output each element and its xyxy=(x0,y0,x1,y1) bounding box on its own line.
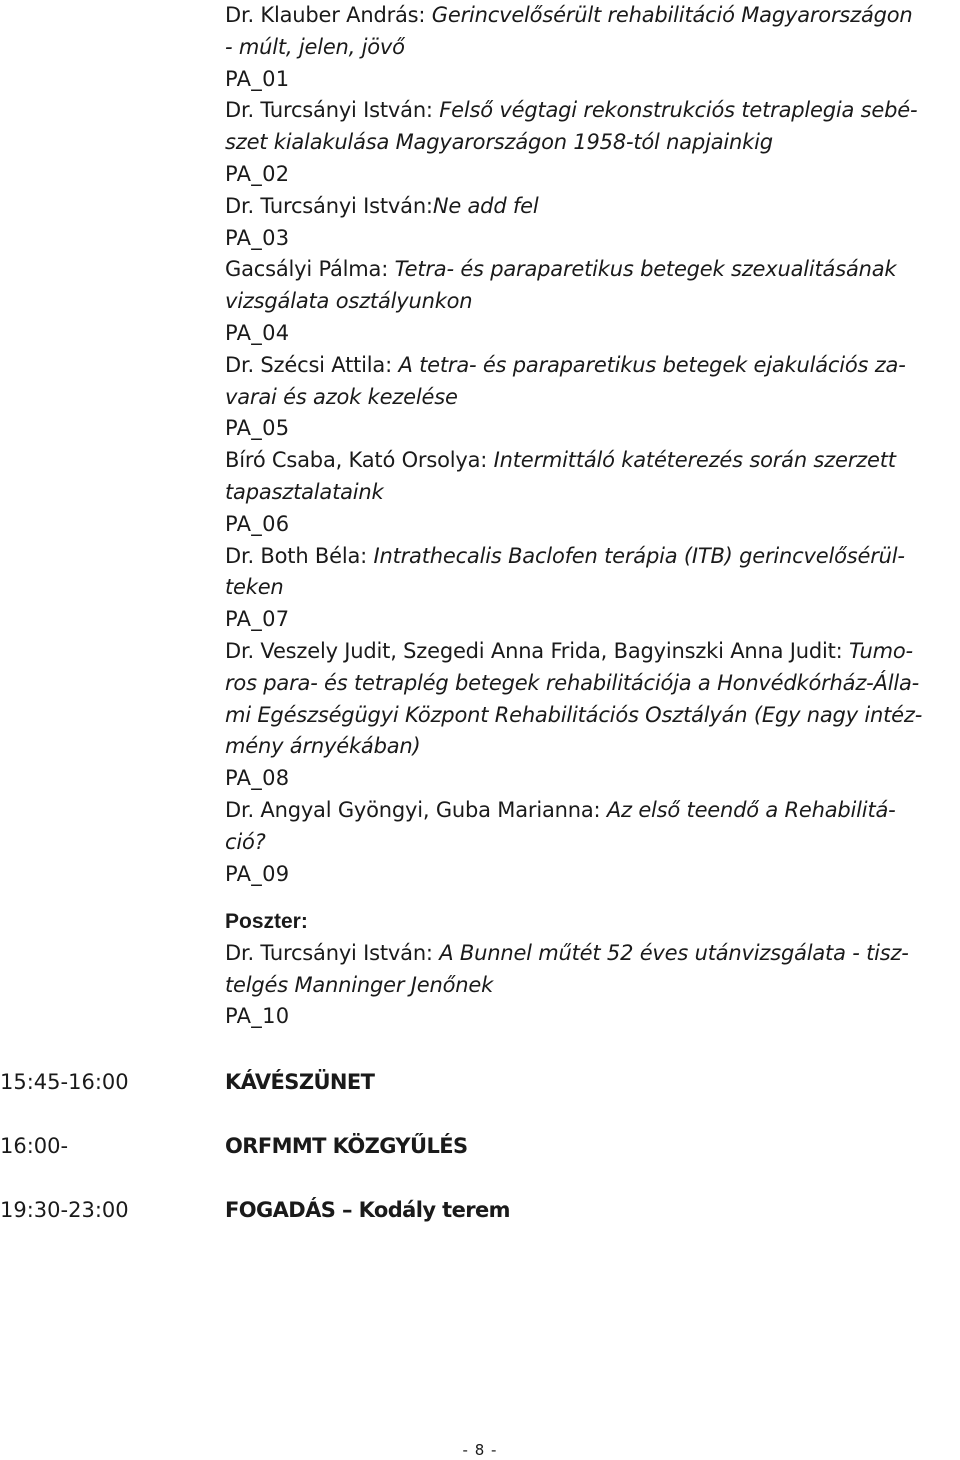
presentation-title: teken xyxy=(225,575,284,600)
presentation-code: PA_07 xyxy=(225,607,290,632)
presentation-title: mi Egészségügyi Központ Rehabilitációs Osztályán (Egy nagy intéz- xyxy=(225,702,923,727)
presentation-title: Intrathecalis Baclofen terápia (ITB) gerincvelősérül- xyxy=(373,543,905,568)
presentation-line xyxy=(225,350,947,382)
presentation-line xyxy=(225,254,947,286)
presentation-title: varai és azok kezelése xyxy=(225,384,458,409)
presentation-code: PA_03 xyxy=(225,225,290,250)
presentation-item xyxy=(225,636,947,795)
presentation-title: A tetra- és paraparetikus betegek ejakulációs za- xyxy=(398,352,906,377)
presentation-line xyxy=(225,445,947,477)
presentation-item xyxy=(225,795,947,890)
presentation-author: Dr. Szécsi Attila: xyxy=(225,352,399,377)
poster-code: PA_10 xyxy=(225,1004,290,1029)
schedule-event: ORFMMT KÖZGYŰLÉS xyxy=(225,1134,468,1158)
presentation-line xyxy=(225,636,947,668)
presentation-author: Gacsályi Pálma: xyxy=(225,257,395,282)
presentation-code: PA_09 xyxy=(225,861,290,886)
schedule-time: 19:30-23:00 xyxy=(0,1198,129,1222)
presentation-item xyxy=(225,445,947,540)
poster-line xyxy=(225,938,947,970)
presentation-author: Dr. Turcsányi István: xyxy=(225,193,433,218)
presentation-item xyxy=(225,254,947,349)
presentation-title: - múlt, jelen, jövő xyxy=(225,34,405,59)
presentation-title: vizsgálata osztályunkon xyxy=(225,289,473,314)
presentation-code: PA_04 xyxy=(225,320,290,345)
presentation-item xyxy=(225,0,947,95)
poster-title: A Bunnel műtét 52 éves utánvizsgálata - tisz- xyxy=(439,940,909,965)
presentation-line xyxy=(225,191,947,223)
presentation-line xyxy=(225,795,947,827)
presentation-title: tapasztalataink xyxy=(225,479,384,504)
schedule-time: 16:00- xyxy=(0,1134,69,1158)
presentation-item xyxy=(225,350,947,445)
presentation-title: ros para- és tetraplég betegek rehabilitációja a Honvédkórház-Álla- xyxy=(225,670,920,695)
presentation-line xyxy=(225,541,947,573)
poster-heading: Poszter: xyxy=(225,910,308,933)
poster-title: telgés Manninger Jenőnek xyxy=(225,972,494,997)
poster-author: Dr. Turcsányi István: xyxy=(225,940,440,965)
presentation-author: Dr. Turcsányi István: xyxy=(225,98,440,123)
schedule-event: KÁVÉSZÜNET xyxy=(225,1070,375,1094)
presentation-code: PA_08 xyxy=(225,766,290,791)
presentation-title: Tetra- és paraparetikus betegek szexualitásának xyxy=(394,257,897,282)
presentation-item xyxy=(225,95,947,190)
presentation-item xyxy=(225,191,947,255)
presentation-title: ció? xyxy=(225,829,266,854)
schedule-event: FOGADÁS – Kodály terem xyxy=(225,1198,510,1222)
presentation-title: Gerincvelősérült rehabilitáció Magyarországon xyxy=(431,3,913,27)
presentation-author: Dr. Klauber András: xyxy=(225,3,432,27)
presentation-title: Intermittáló katéterezés során szerzett xyxy=(493,448,896,473)
presentation-title: Felső végtagi rekonstrukciós tetraplegia sebé- xyxy=(439,98,918,123)
presentation-item xyxy=(225,541,947,636)
presentation-title: Tumo- xyxy=(849,638,913,663)
schedule-time: 15:45-16:00 xyxy=(0,1070,129,1094)
presentation-title: mény árnyékában) xyxy=(225,734,421,759)
presentation-code: PA_06 xyxy=(225,511,290,536)
presentation-author: Dr. Both Béla: xyxy=(225,543,374,568)
page-number: - 8 - xyxy=(462,1441,498,1459)
presentation-code: PA_02 xyxy=(225,161,290,186)
presentation-line xyxy=(225,0,947,32)
presentation-title: Az első teendő a Rehabilitá- xyxy=(606,797,896,822)
presentation-author: Dr. Angyal Gyöngyi, Guba Marianna: xyxy=(225,797,607,822)
presentation-code: PA_05 xyxy=(225,416,290,441)
poster-section xyxy=(225,906,947,1033)
presentation-author: Dr. Veszely Judit, Szegedi Anna Frida, Bagyinszki Anna Judit: xyxy=(225,638,850,663)
presentation-list xyxy=(225,0,947,890)
presentation-author: Bíró Csaba, Kató Orsolya: xyxy=(225,448,494,473)
presentation-title: szet kialakulása Magyarországon 1958-tól napjainkig xyxy=(225,130,773,155)
presentation-title: Ne add fel xyxy=(432,193,539,218)
presentation-line xyxy=(225,95,947,127)
presentation-code: PA_01 xyxy=(225,66,290,91)
